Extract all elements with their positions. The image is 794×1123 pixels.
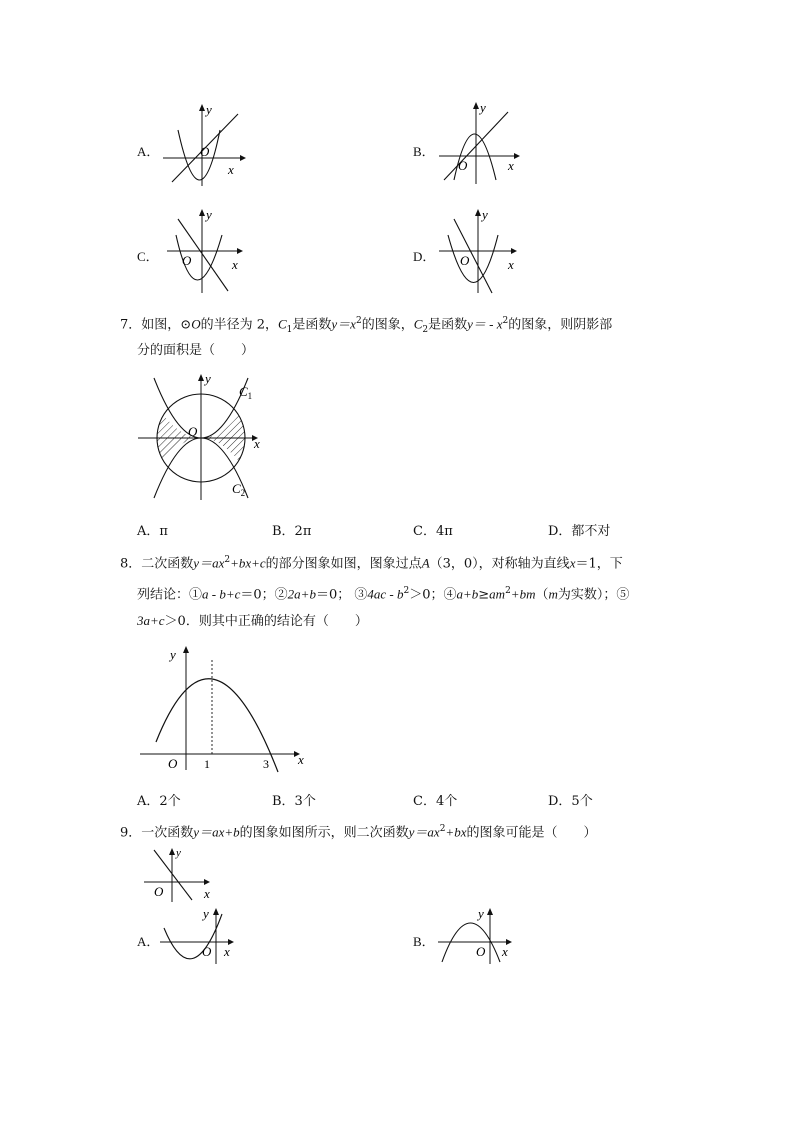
q8-stem-line3: 3a+c＞0．则其中正确的结论有（ ）: [137, 613, 368, 629]
q9-option-a-label: A．: [137, 934, 160, 949]
q7-figure: [136, 370, 266, 505]
q7-answer-d: D．都不对: [548, 524, 611, 539]
q7-x-label: x: [254, 436, 260, 451]
q6c-x-label: x: [232, 257, 238, 272]
q7-c2-label: $C_2$: [232, 481, 246, 498]
q9-option-b-label: B．: [413, 934, 435, 949]
q8-origin-label: O: [168, 756, 178, 771]
q7-stem-line1: 7．如图，⊙O的半径为 2，$C_1$是函数$y=x^2$的图象，$C_2$是函数$y= - x^2$的图象，则阴影部: [120, 316, 613, 335]
q9-y-label: y: [176, 847, 181, 859]
q6b-x-label: x: [508, 158, 514, 173]
q6d-origin-label: O: [460, 253, 470, 268]
q8-figure: [138, 642, 310, 774]
q9b-origin-label: O: [476, 944, 486, 959]
q6-option-b-graph: [436, 98, 526, 188]
q9-x-label: x: [204, 886, 210, 901]
q6c-origin-label: O: [182, 253, 192, 268]
q8-answer-c: C．4个: [413, 794, 458, 809]
q6c-y-label: y: [206, 207, 212, 222]
q9b-x-label: x: [502, 944, 508, 959]
q6-option-c-graph: [164, 205, 254, 297]
q8-tick-3: 3: [263, 757, 269, 771]
q7-answer-b: B．2π: [272, 524, 312, 539]
q7-origin-label: O: [188, 424, 198, 439]
q6b-y-label: y: [480, 100, 486, 115]
q6-option-d-graph: [436, 205, 526, 297]
q8-answer-a: A．2个: [137, 794, 181, 809]
q7-answer-a: A．π: [137, 524, 168, 539]
q6a-x-label: x: [228, 162, 234, 177]
q7-y-label: y: [205, 371, 211, 386]
q9-figure: [140, 846, 220, 904]
q8-tick-1: 1: [204, 757, 210, 771]
q7-stem-line2: 分的面积是（ ）: [137, 343, 255, 358]
q9-option-b-graph: [436, 904, 520, 966]
q7-c1-label: $C_1$: [239, 384, 253, 401]
q6d-y-label: y: [482, 207, 488, 222]
q6-option-d-label: D．: [413, 249, 436, 264]
q6a-origin-label: O: [200, 144, 210, 159]
q9-option-a-graph: [158, 904, 242, 966]
q6a-y-label: y: [206, 102, 212, 117]
q8-answer-b: B．3个: [272, 794, 316, 809]
q9a-x-label: x: [224, 944, 230, 959]
q8-stem-line2: 列结论：①a - b+c＝0；②2a+b＝0； ③4ac - $b^2>0$；$④a+b\ge am^2+bm(m$为实数）；⑤: [137, 586, 630, 603]
q7-answer-c: C．4π: [413, 524, 453, 539]
q6b-origin-label: O: [458, 158, 468, 173]
q6-option-c-label: C．: [137, 249, 159, 264]
q9a-y-label: y: [203, 906, 209, 921]
q6-option-a-graph: [160, 100, 250, 190]
q6-option-a-label: A．: [137, 144, 160, 159]
q8-stem-line1: 8．二次函数$y=ax^2+bx+c$的部分图象如图，图象过点A（3，0），对称轴为直线x＝1，下: [120, 555, 623, 572]
q6-option-b-label: B．: [413, 144, 435, 159]
q8-answer-d: D．5个: [548, 794, 593, 809]
q6d-x-label: x: [508, 257, 514, 272]
q8-y-label: y: [170, 647, 176, 662]
q9b-y-label: y: [478, 906, 484, 921]
q8-x-label: x: [298, 752, 304, 767]
q9a-origin-label: O: [202, 944, 212, 959]
q9-origin-label: O: [154, 884, 164, 899]
q9-stem: 9．一次函数y＝ax+b的图象如图所示，则二次函数$y=ax^2+bx$的图象可能是（ ）: [120, 824, 597, 841]
